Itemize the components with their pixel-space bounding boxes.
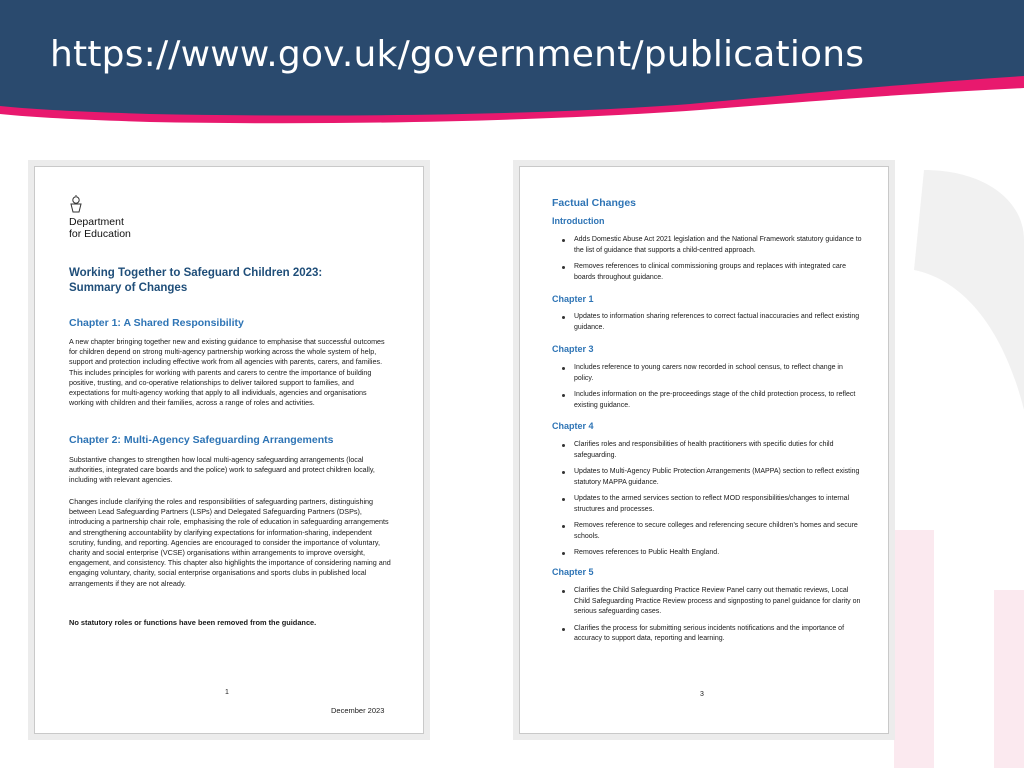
no-removal-statement: No statutory roles or functions have been removed from the guidance. (69, 618, 317, 627)
bullet-icon (562, 266, 565, 269)
department-line-2: for Education (69, 227, 131, 240)
bullet-icon (562, 498, 565, 501)
list-item: Updates to Multi-Agency Public Protection Arrangements (MAPPA) section to reflect existing statutory MAPPA guidance. (552, 467, 862, 488)
section-heading-chapter-1: Chapter 1 (552, 294, 594, 304)
department-line-1: Department (69, 216, 124, 228)
chapter2-paragraph-1: Substantive changes to strengthen how local multi-agency safeguarding arrangements (local authorities, integrated care boards and the police) work to safeguard and protect children locally, including with relevant agencies. (69, 455, 375, 485)
chapter-5-list (552, 586, 862, 651)
section-heading-chapter-3: Chapter 3 (552, 344, 594, 354)
document-title (69, 266, 379, 296)
list-item: Clarifies the process for submitting serious incidents notifications and the importance of accuracy to support data, reporting and learning. (552, 624, 862, 645)
bullet-icon (562, 471, 565, 474)
bullet-icon (562, 367, 565, 370)
list-item: Includes reference to young carers now recorded in school census, to reflect change in policy. (552, 363, 862, 384)
chapter-1-list (552, 312, 862, 339)
introduction-list (552, 235, 862, 289)
chapter2-heading: Chapter 2: Multi-Agency Safeguarding Arrangements (69, 434, 334, 446)
document-title-line-2: Summary of Changes (69, 282, 188, 294)
bullet-icon (562, 552, 565, 555)
section-heading-introduction: Introduction (552, 216, 605, 226)
banner-graphic (0, 0, 1024, 150)
section-heading-chapter-5: Chapter 5 (552, 567, 594, 577)
background-decoration (884, 160, 1024, 768)
factual-changes-heading: Factual Changes (552, 197, 637, 209)
chapter2-paragraph-2: Changes include clarifying the roles and responsibilities of safeguarding partners, distinguishing between Lead Safeguarding Partners (LSPs) and Delegated Safeguarding Partners (DSPs), introducing a partnership chair role, emphasising the role of education in safeguarding arrangements and strengthening accountability by clarifying expectations for information-sharing, independent scrutiny, funding, and reporting. Agencies are encouraged to consider the importance of voluntary, charity and social enterprise (VCSE) organisations within arrangements to improve oversight, engagement, and consistency. This chapter also highlights the importance of considering naming and engaging voluntary, charity, social enterprise organisations and sports clubs in published local arrangements if they are not already. (69, 497, 391, 588)
bullet-icon (562, 444, 565, 447)
section-heading-chapter-4: Chapter 4 (552, 421, 594, 431)
page-number: 1 (225, 689, 229, 696)
header-banner (0, 0, 1024, 150)
list-item: Adds Domestic Abuse Act 2021 legislation and the National Framework statutory guidance to the list of guidance that supports a child-centred approach. (552, 235, 862, 256)
publication-date: December 2023 (331, 706, 385, 715)
list-item: Updates to information sharing references to correct factual inaccuracies and reflect existing guidance. (552, 312, 862, 333)
slide-title-url[interactable]: https://www.gov.uk/government/publications (50, 34, 865, 75)
bullet-icon (562, 239, 565, 242)
list-item: Removes references to clinical commissioning groups and replaces with integrated care boards throughout guidance. (552, 262, 862, 283)
list-item: Includes information on the pre-proceedings stage of the child protection process, to reflect existing guidance. (552, 390, 862, 411)
department-name (69, 217, 131, 240)
document-page-3 (519, 166, 889, 734)
bullet-icon (562, 590, 565, 593)
list-item: Removes references to Public Health England. (552, 548, 862, 559)
royal-crest-icon (69, 195, 83, 213)
list-item: Clarifies roles and responsibilities of health practitioners with specific duties for child safeguarding. (552, 440, 862, 461)
list-item: Clarifies the Child Safeguarding Practice Review Panel carry out thematic reviews, Local Child Safeguarding Practice Review process and signposting to panel guidance for clarity on serious safeguarding cases. (552, 586, 862, 618)
bullet-icon (562, 628, 565, 631)
list-item: Removes reference to secure colleges and referencing secure children's homes and secure schools. (552, 521, 862, 542)
page-number: 3 (700, 691, 704, 698)
bullet-icon (562, 525, 565, 528)
bullet-icon (562, 394, 565, 397)
document-page-1 (34, 166, 424, 734)
chapter1-heading: Chapter 1: A Shared Responsibility (69, 317, 244, 329)
bullet-icon (562, 316, 565, 319)
list-item: Updates to the armed services section to reflect MOD responsibilities/changes to internal structures and processes. (552, 494, 862, 515)
chapter-3-list (552, 363, 862, 417)
document-title-line-1: Working Together to Safeguard Children 2023: (69, 267, 323, 279)
chapter1-paragraph: A new chapter bringing together new and existing guidance to emphasise that successful outcomes for children depend on strong multi-agency partnership working across the whole system of help, support and protection including effective work from all agencies with parents, carers, and families. This includes principles for working with parents and carers to centre the importance of building positive, trusting, and co-operative relationships to deliver tailored support to families, and expectations for multi-agency working that apply to all individuals, agencies and organisations working with children and their families, across a range of roles and activities. (69, 337, 385, 408)
chapter-4-list (552, 440, 862, 565)
